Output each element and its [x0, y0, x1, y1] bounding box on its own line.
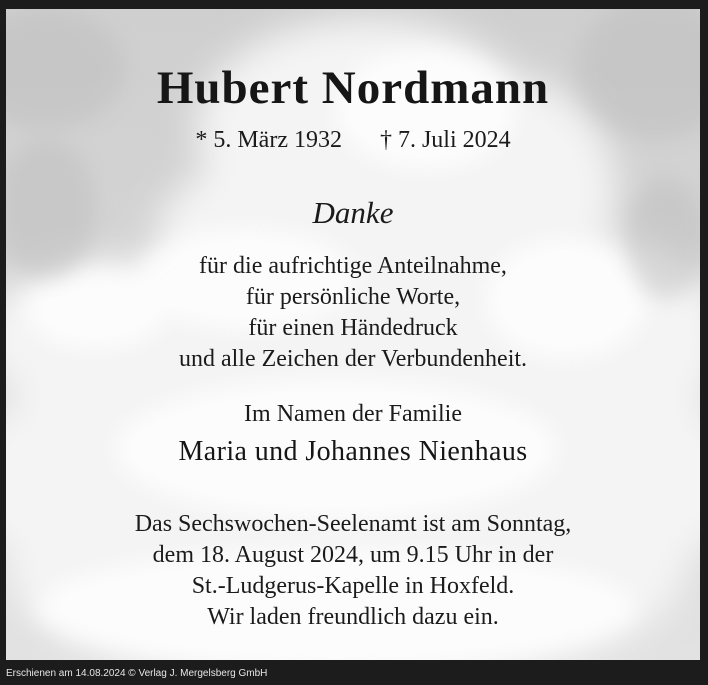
family-names: Maria und Johannes Nienhaus: [178, 436, 528, 467]
thanks-heading: Danke: [312, 195, 394, 230]
service-line: dem 18. August 2024, um 9.15 Uhr in der: [152, 542, 554, 568]
thanks-line: für persönliche Worte,: [245, 284, 461, 310]
service-line: Das Sechswochen-Seelenamt ist am Sonntag,: [134, 511, 572, 537]
life-dates: [6, 127, 700, 154]
thanks-text: [6, 251, 700, 375]
death-date: † 7. Juli 2024: [379, 127, 511, 153]
obituary-card: [6, 9, 700, 660]
thanks-line: für die aufrichtige Anteilnahme,: [199, 253, 507, 279]
service-line: Wir laden freundlich dazu ein.: [207, 604, 499, 630]
birth-date: * 5. März 1932: [195, 127, 342, 153]
deceased-name: Hubert Nordmann: [156, 62, 550, 114]
service-line: St.-Ludgerus-Kapelle in Hoxfeld.: [191, 573, 515, 599]
family-intro: Im Namen der Familie: [244, 401, 462, 427]
thanks-line: für einen Händedruck: [248, 315, 458, 341]
publication-footer: Erschienen am 14.08.2024 © Verlag J. Mergelsberg GmbH: [6, 668, 268, 679]
thanks-line: und alle Zeichen der Verbundenheit.: [178, 346, 528, 372]
service-info: [6, 509, 700, 633]
notice-content: [6, 9, 700, 660]
